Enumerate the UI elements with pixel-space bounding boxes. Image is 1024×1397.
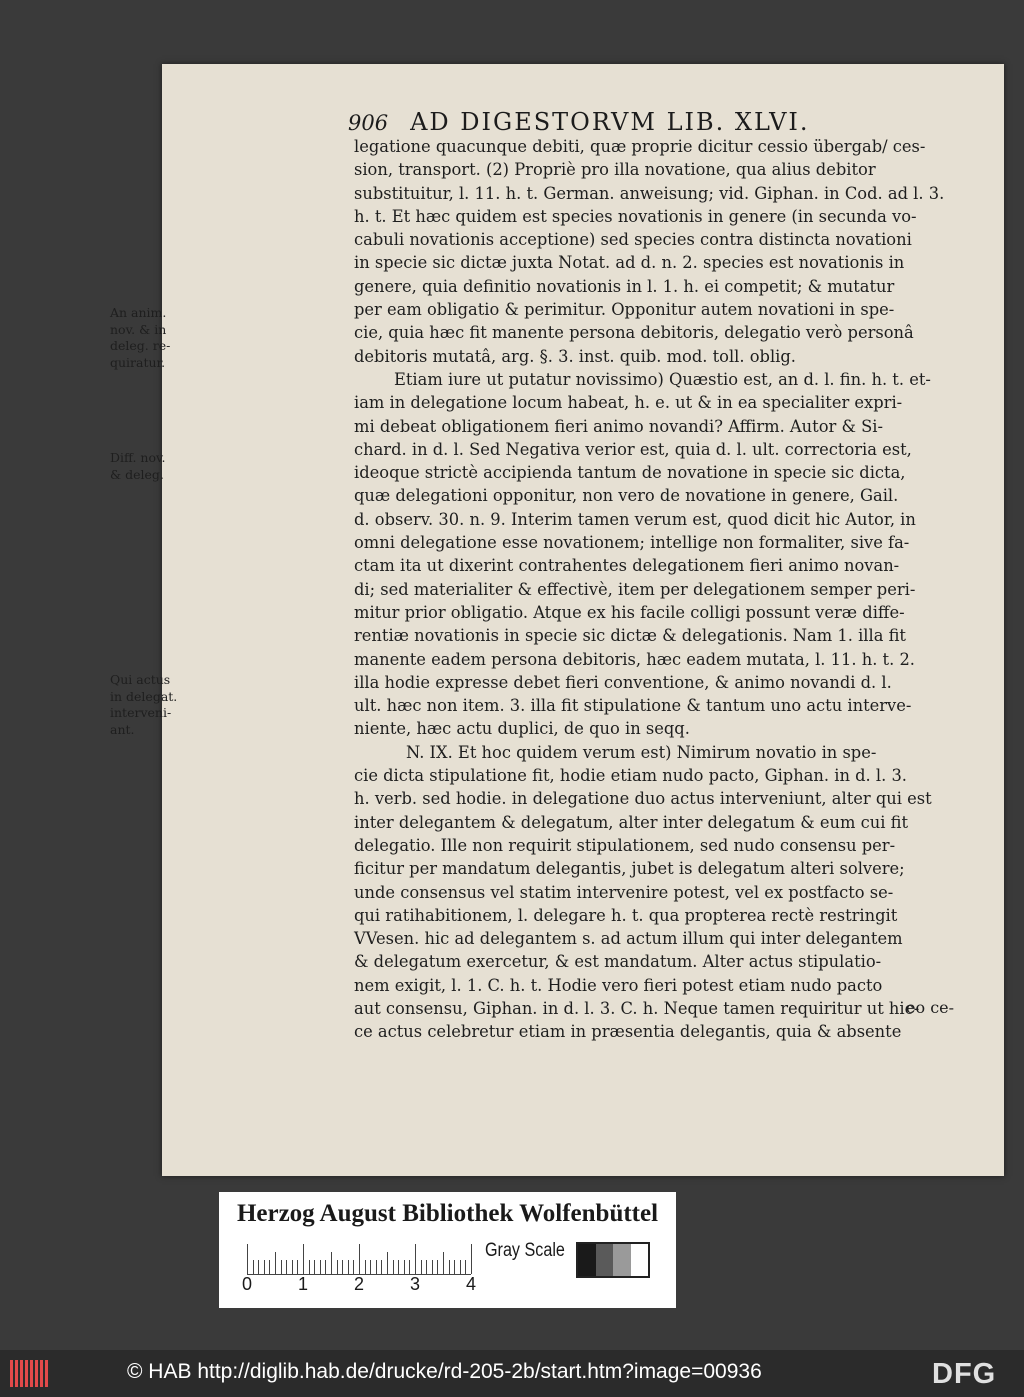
running-head (348, 108, 968, 136)
gray-swatch (631, 1244, 649, 1276)
ruler-tick (376, 1260, 377, 1274)
ruler-tick (415, 1244, 416, 1274)
text-line: VVesen. hic ad delegantem s. ad actum illum qui inter delegantem (354, 929, 903, 949)
text-line: legatione quacunque debiti, quæ proprie dicitur cessio übergab/ ces- (354, 137, 926, 156)
page-number: 906 (348, 111, 389, 135)
text-line: in specie sic dictæ juxta Notat. ad d. n. 2. species est novationis in (354, 253, 905, 273)
catchword: eo ce- (906, 998, 955, 1017)
ruler-tick (449, 1260, 450, 1274)
text-line: manente eadem persona debitoris, hæc eadem mutata, l. 11. h. t. 2. (354, 649, 915, 669)
ruler-tick (353, 1260, 354, 1274)
text-line: cie, quia hæc fit manente persona debitoris, delegatio verò personâ (354, 323, 914, 343)
text-line: quæ delegationi opponitur, non vero de novatione in genere, Gail. (354, 486, 899, 506)
gray-swatch (578, 1244, 596, 1276)
text-line: genere, quia definitio novationis in l. 1. h. ei competit; & mutatur (354, 276, 895, 296)
text-line: cie dicta stipulatione fit, hodie etiam nudo pacto, Giphan. in d. l. 3. (354, 766, 907, 786)
text-line: iam in delegatione locum habeat, h. e. ut & in ea specialiter expri- (354, 393, 903, 413)
ruler-tick (381, 1260, 382, 1274)
marginal-note (110, 672, 177, 738)
text-line: di; sed materialiter & effectivè, item per delegationem semper peri- (354, 579, 916, 599)
ruler-tick (314, 1260, 315, 1274)
ruler-tick (258, 1260, 259, 1274)
ruler-tick (443, 1252, 444, 1274)
text-line: h. t. Et hæc quidem est species novationis in genere (in secunda vo- (354, 206, 917, 226)
text-line: inter delegantem & delegatum, alter inter delegatum & eum cui fit (354, 812, 908, 832)
text-line: illa hodie expresse debet fieri conventione, & animo novandi d. l. (354, 672, 892, 692)
text-line: ult. hæc non item. 3. illa fit stipulatione & tantum uno actu interve- (354, 696, 912, 716)
library-name: Herzog August Bibliothek Wolfenbüttel (236, 1200, 659, 1227)
ruler-tick (286, 1260, 287, 1274)
ruler-tick (297, 1260, 298, 1274)
marginal-note-line: interveni- (110, 705, 172, 720)
ruler-tick (348, 1260, 349, 1274)
ruler-tick (247, 1244, 248, 1274)
ruler-tick (303, 1244, 304, 1274)
text-line: chard. in d. l. Sed Negativa verior est, quia d. l. ult. correctoria est, (354, 439, 912, 459)
page-body-text (354, 135, 964, 1044)
text-line: unde consensus vel statim intervenire potest, vel ex postfacto se- (354, 882, 894, 902)
ruler-tick (460, 1260, 461, 1274)
text-line: ctam ita ut dixerint contrahentes delegationem fieri animo novan- (354, 556, 900, 576)
dfg-logo: DFG (932, 1358, 997, 1390)
ruler-number: 0 (242, 1274, 253, 1294)
text-line: omni delegatione esse novationem; intellige non formaliter, sive fa- (354, 533, 910, 553)
ruler-tick (426, 1260, 427, 1274)
library-label-card (219, 1192, 676, 1308)
gray-scale-strip (576, 1242, 650, 1278)
marginal-note-line: An anim. (110, 305, 167, 320)
ruler-tick (281, 1260, 282, 1274)
text-line: ideoque strictè accipienda tantum de novatione in specie sic dicta, (354, 463, 906, 483)
text-line: Etiam iure ut putatur novissimo) Quæstio est, an d. l. fin. h. t. et- (394, 369, 931, 389)
ruler-tick (465, 1260, 466, 1274)
ruler-tick (269, 1260, 270, 1274)
text-line: per eam obligatio & perimitur. Opponitur autem novationi in spe- (354, 300, 895, 320)
ruler-tick (365, 1260, 366, 1274)
ruler-tick (309, 1260, 310, 1274)
marginal-note-line: Qui actus (110, 672, 171, 687)
marginal-note-line: ant. (110, 721, 135, 737)
text-line: substituitur, l. 11. h. t. German. anweisung; vid. Giphan. in Cod. ad l. 3. (354, 183, 945, 203)
text-line: cabuli novationis acceptione) sed species contra distincta novationi (354, 230, 912, 250)
gray-scale-label: Gray Scale (485, 1240, 565, 1261)
book-page (162, 64, 1004, 1176)
ruler-tick (292, 1260, 293, 1274)
ruler-tick (325, 1260, 326, 1274)
ruler-tick (393, 1260, 394, 1274)
text-line: mitur prior obligatio. Atque ex his facile colligi possunt veræ diffe- (354, 602, 905, 622)
ruler-number: 1 (298, 1274, 309, 1294)
ruler-tick (359, 1244, 360, 1274)
text-line: ce actus celebretur etiam in præsentia delegantis, quia & absente (354, 1022, 902, 1042)
marginal-note-line: nov. & in (110, 321, 167, 337)
text-line: niente, hæc actu duplici, de quo in seqq. (354, 719, 690, 739)
marginal-note (110, 450, 166, 483)
marginal-note-line: & deleg. (110, 466, 164, 482)
ruler-number: 4 (466, 1274, 477, 1294)
ruler-tick (432, 1260, 433, 1274)
hab-logo-icon (10, 1360, 48, 1387)
ruler-tick (275, 1252, 276, 1274)
footer-bar (0, 1350, 1024, 1397)
ruler-tick (454, 1260, 455, 1274)
ruler-tick (471, 1244, 472, 1274)
ruler-tick (404, 1260, 405, 1274)
text-line: debitoris mutatâ, arg. §. 3. inst. quib. mod. toll. oblig. (354, 346, 796, 366)
running-title: AD DIGESTORVM LIB. XLVI. (410, 108, 810, 136)
ruler-tick (264, 1260, 265, 1274)
ruler-tick (337, 1260, 338, 1274)
ruler-tick (421, 1260, 422, 1274)
ruler-number: 2 (354, 1274, 365, 1294)
marginal-note-line: deleg. re- (110, 338, 171, 353)
text-line: mi debeat obligationem fieri animo novandi? Affirm. Autor & Si- (354, 416, 883, 436)
text-line: & delegatum exercetur, & est mandatum. Alter actus stipulatio- (354, 952, 882, 972)
marginal-note (110, 305, 170, 371)
text-line: nem exigit, l. 1. C. h. t. Hodie vero fieri potest etiam nudo pacto (354, 975, 883, 995)
ruler-tick (253, 1260, 254, 1274)
gray-swatch (596, 1244, 614, 1276)
ruler-tick (342, 1260, 343, 1274)
ruler-tick (370, 1260, 371, 1274)
text-line: qui ratihabitionem, l. delegare h. t. qua propterea rectè restringit (354, 905, 898, 925)
text-line: sion, transport. (2) Propriè pro illa novatione, qua alius debitor (354, 160, 876, 180)
text-line: h. verb. sed hodie. in delegatione duo actus interveniunt, alter qui est (354, 789, 932, 809)
gray-swatch (613, 1244, 631, 1276)
ruler-tick (320, 1260, 321, 1274)
marginal-note-line: Diff. nov. (110, 450, 166, 465)
ruler-tick (331, 1252, 332, 1274)
text-line: N. IX. Et hoc quidem verum est) Nimirum novatio in spe- (406, 742, 877, 762)
text-line: delegatio. Ille non requirit stipulationem, sed nudo consensu per- (354, 835, 896, 855)
text-line: d. observ. 30. n. 9. Interim tamen verum est, quod dicit hic Autor, in (354, 509, 916, 529)
text-line: aut consensu, Giphan. in d. l. 3. C. h. Neque tamen requiritur ut hic- (354, 998, 920, 1018)
measurement-ruler (247, 1244, 471, 1274)
ruler-tick (398, 1260, 399, 1274)
text-line: rentiæ novationis in specie sic dictæ & delegationis. Nam 1. illa fit (354, 626, 906, 646)
ruler-number: 3 (410, 1274, 421, 1294)
marginal-note-line: quiratur. (110, 354, 166, 370)
ruler-tick (387, 1252, 388, 1274)
footer-url-text: © HAB http://diglib.hab.de/drucke/rd-205-2b/start.htm?image=00936 (127, 1360, 762, 1383)
marginal-note-line: in delegat. (110, 688, 178, 704)
text-line: ficitur per mandatum delegantis, jubet is delegatum alteri solvere; (354, 859, 905, 879)
ruler-tick (437, 1260, 438, 1274)
ruler-tick (409, 1260, 410, 1274)
